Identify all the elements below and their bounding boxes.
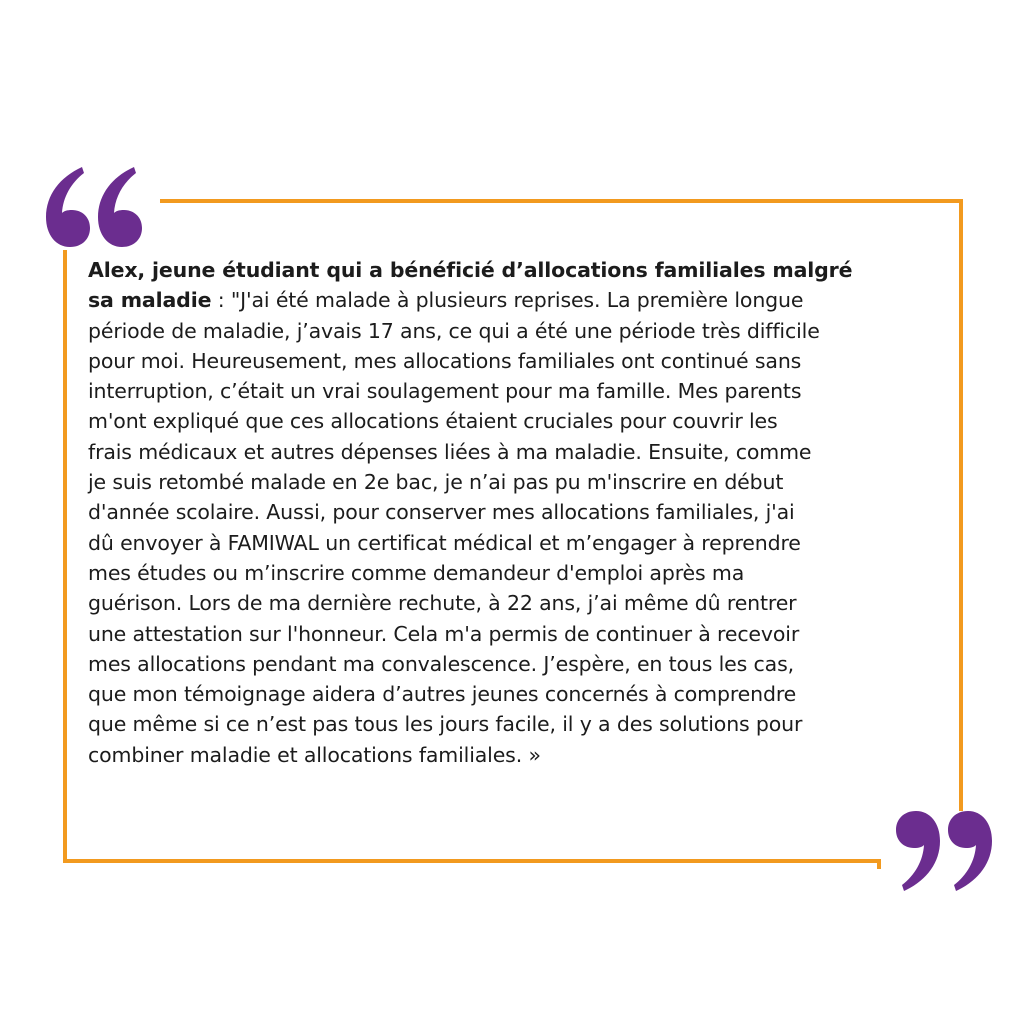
frame-bottom-tick bbox=[877, 859, 881, 869]
frame-bottom-border bbox=[63, 859, 881, 863]
frame-right-border bbox=[959, 199, 963, 811]
testimonial-body: : "J'ai été malade à plusieurs reprises. La première longue période de maladie, j’avais 17 ans, ce qui a été une période très difficile pour moi. Heureusement, mes allocations familiales ont continué sans interruption, c’était un vrai soulagement pour ma famille. Mes parents m'ont expliqué que ces allocations étaient cruciales pour couvrir les frais médicaux et autres dépenses liées à ma maladie. Ensuite, comme je suis retombé malade en 2e bac, je n’ai pas pu m'inscrire en début d'année scolaire. Aussi, pour conserver mes allocations familiales, j'ai dû envoyer à FAMIWAL un certificat médical et m’engager à reprendre mes études ou m’inscrire comme demandeur d'emploi après ma guérison. Lors de ma dernière rechute, à 22 ans, j’ai même dû rentrer une attestation sur l'honneur. Cela m'a permis de continuer à recevoir mes allocations pendant ma convalescence. J’espère, en tous les cas, que mon témoignage aidera d’autres jeunes concernés à comprendre que même si ce n’est pas tous les jours facile, il y a des solutions pour combiner maladie et allocations familiales. » bbox=[88, 288, 820, 767]
frame-top-border bbox=[160, 199, 963, 203]
open-quote-icon bbox=[42, 165, 142, 250]
close-quote-icon bbox=[896, 808, 996, 893]
frame-left-border bbox=[63, 250, 67, 863]
testimonial-text bbox=[88, 255, 958, 770]
speaker-name: Alex, jeune étudiant qui a bénéficié d’allocations familiales malgré sa maladie bbox=[88, 258, 853, 313]
